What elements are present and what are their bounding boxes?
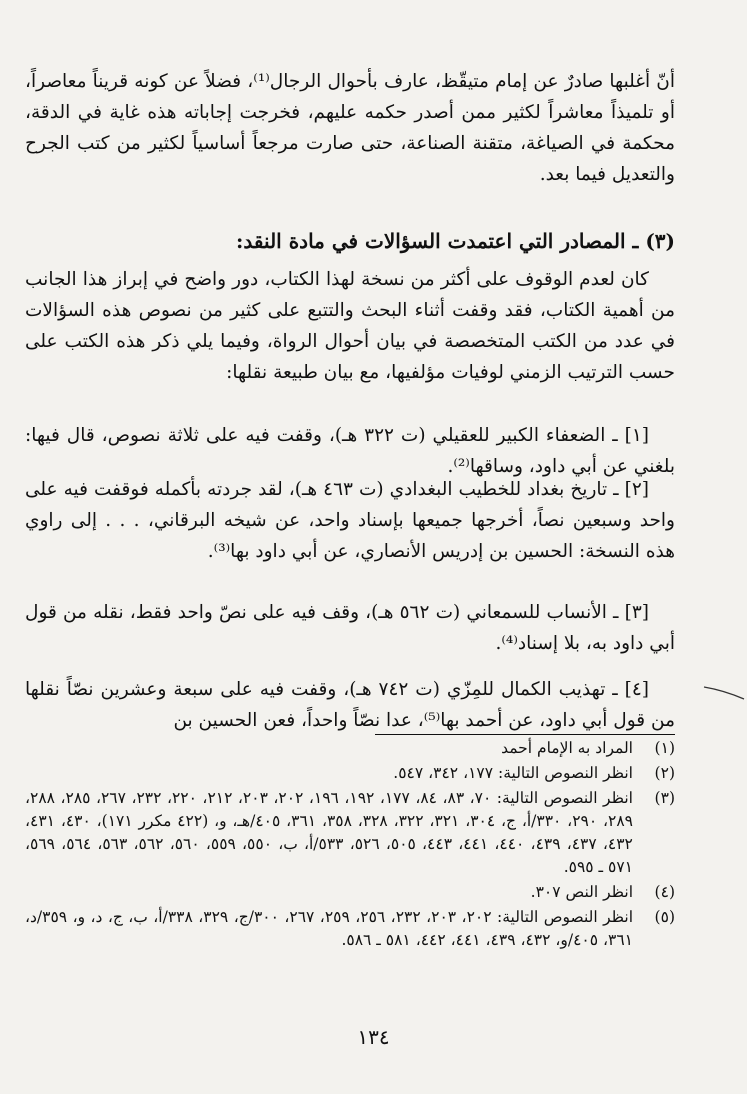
footnote-separator	[375, 734, 675, 735]
footnote-number: (٤)	[654, 883, 675, 901]
footnote-3	[25, 787, 675, 879]
margin-stroke-mark	[702, 683, 746, 703]
footnote-number: (٣)	[654, 789, 675, 807]
source-item-2: [٢] ـ تاريخ بغداد للخطيب البغدادي (ت ٤٦٣ هـ)، لقد جردته بأكمله فوقفت فيه على واحد وسبعين نصاً، أخرجها جميعها بإسناد واحد، عن شيخه البرقاني، . . . إلى راوي هذه النسخة: الحسين بن إدريس الأنصاري، عن أبي داود بها⁽³⁾.	[25, 479, 675, 562]
footnote-text: انظر النصوص التالية: ١٧٧، ٣٤٢، ٥٤٧.	[393, 764, 633, 782]
section-heading: (٣) ـ المصادر التي اعتمدت السؤالات في مادة النقد:	[236, 229, 675, 253]
footnote-text: انظر النصوص التالية: ٢٠٢، ٢٠٣، ٢٣٢، ٢٥٦، ٢٥٩، ٢٦٧، ٣٠٠/ج، ٣٢٩، ٣٣٨/أ، ب، ج، د، و، ٣٥٩/د، ٣٦١، ٤٠٥/و، ٤٣٢، ٤٣٩، ٤٤١، ٤٤٢، ٥٨١ ـ ٥٨٦.	[25, 908, 634, 949]
footnote-2	[25, 762, 675, 785]
source-item-4: [٤] ـ تهذيب الكمال للمِزّي (ت ٧٤٢ هـ)، وقفت فيه على سبعة وعشرين نصّاً نقلها من قول أبي داود، عن أحمد بها⁽⁵⁾، عدا نصّاً واحداً، فعن الحسين بن	[25, 679, 675, 731]
source-item-3: [٣] ـ الأنساب للسمعاني (ت ٥٦٢ هـ)، وقف فيه على نصّ واحد فقط، نقله من قول أبي داود به، بلا إسناد⁽⁴⁾.	[25, 602, 675, 654]
footnote-number: (٥)	[654, 908, 675, 926]
source-item-1: [١] ـ الضعفاء الكبير للعقيلي (ت ٣٢٢ هـ)، وقفت فيه على ثلاثة نصوص، قال فيها: بلغني عن أبي داود، وساقها⁽²⁾.	[25, 425, 675, 477]
footnote-text: المراد به الإمام أحمد	[501, 739, 633, 757]
footnote-number: (١)	[654, 739, 675, 757]
footnote-1	[25, 737, 675, 760]
intro-paragraph: أنّ أغلبها صادرٌ عن إمام متيقّظ، عارف بأحوال الرجال⁽¹⁾، فضلاً عن كونه قريناً معاصراً، أو تلميذاً معاشراً لكثير ممن أصدر حكمه عليهم، فخرجت إجاباته هذه غاية في الدقة، محكمة في الصياغة، متقنة الصناعة، حتى صارت مرجعاً أساسياً لكثير من كتب الجرح والتعديل فيما بعد.	[25, 71, 675, 185]
sources-intro-paragraph: كان لعدم الوقوف على أكثر من نسخة لهذا الكتاب، دور واضح في إبراز هذا الجانب من أهمية الكتاب، فقد وقفت أثناء البحث والتتبع على كثير من نصوص هذه السؤالات في عدد من الكتب المتخصصة في بيان أحوال الرواة، وفيما يلي ذكر هذه الكتب على حسب الترتيب الزمني لوفيات مؤلفيها، مع بيان طبيعة نقلها:	[25, 269, 675, 383]
footnote-4	[25, 881, 675, 904]
footnote-text: انظر النص ٣٠٧.	[530, 883, 633, 901]
footnotes	[25, 737, 675, 954]
footnote-5	[25, 906, 675, 952]
page-number: ١٣٤	[357, 1025, 390, 1049]
footnote-text: انظر النصوص التالية: ٧٠، ٨٣، ٨٤، ١٧٧، ١٩٢، ١٩٦، ٢٠٢، ٢٠٣، ٢١٢، ٢٢٠، ٢٣٢، ٢٦٧، ٢٨٥، ٢٨٨، ٢٨٩، ٢٩٠، ٣٣٠/أ، ج، ٣٠٤، ٣٢١، ٣٢٢، ٣٢٨، ٣٥٨، ٣٦١، ٤٠٥/هـ، و، (٤٢٢ مكرر ١٧١)، ٤٣٠، ٤٣١، ٤٣٢، ٤٣٧، ٤٣٩، ٤٤٠، ٤٤١، ٤٤٣، ٥٠٥، ٥٢٦، ٥٣٣/أ، ب، ٥٥٠، ٥٥٩، ٥٦٠، ٥٦٢، ٥٦٣، ٥٦٤، ٥٦٩، ٥٧١ ـ ٥٩٥.	[25, 789, 633, 876]
footnote-number: (٢)	[654, 764, 675, 782]
